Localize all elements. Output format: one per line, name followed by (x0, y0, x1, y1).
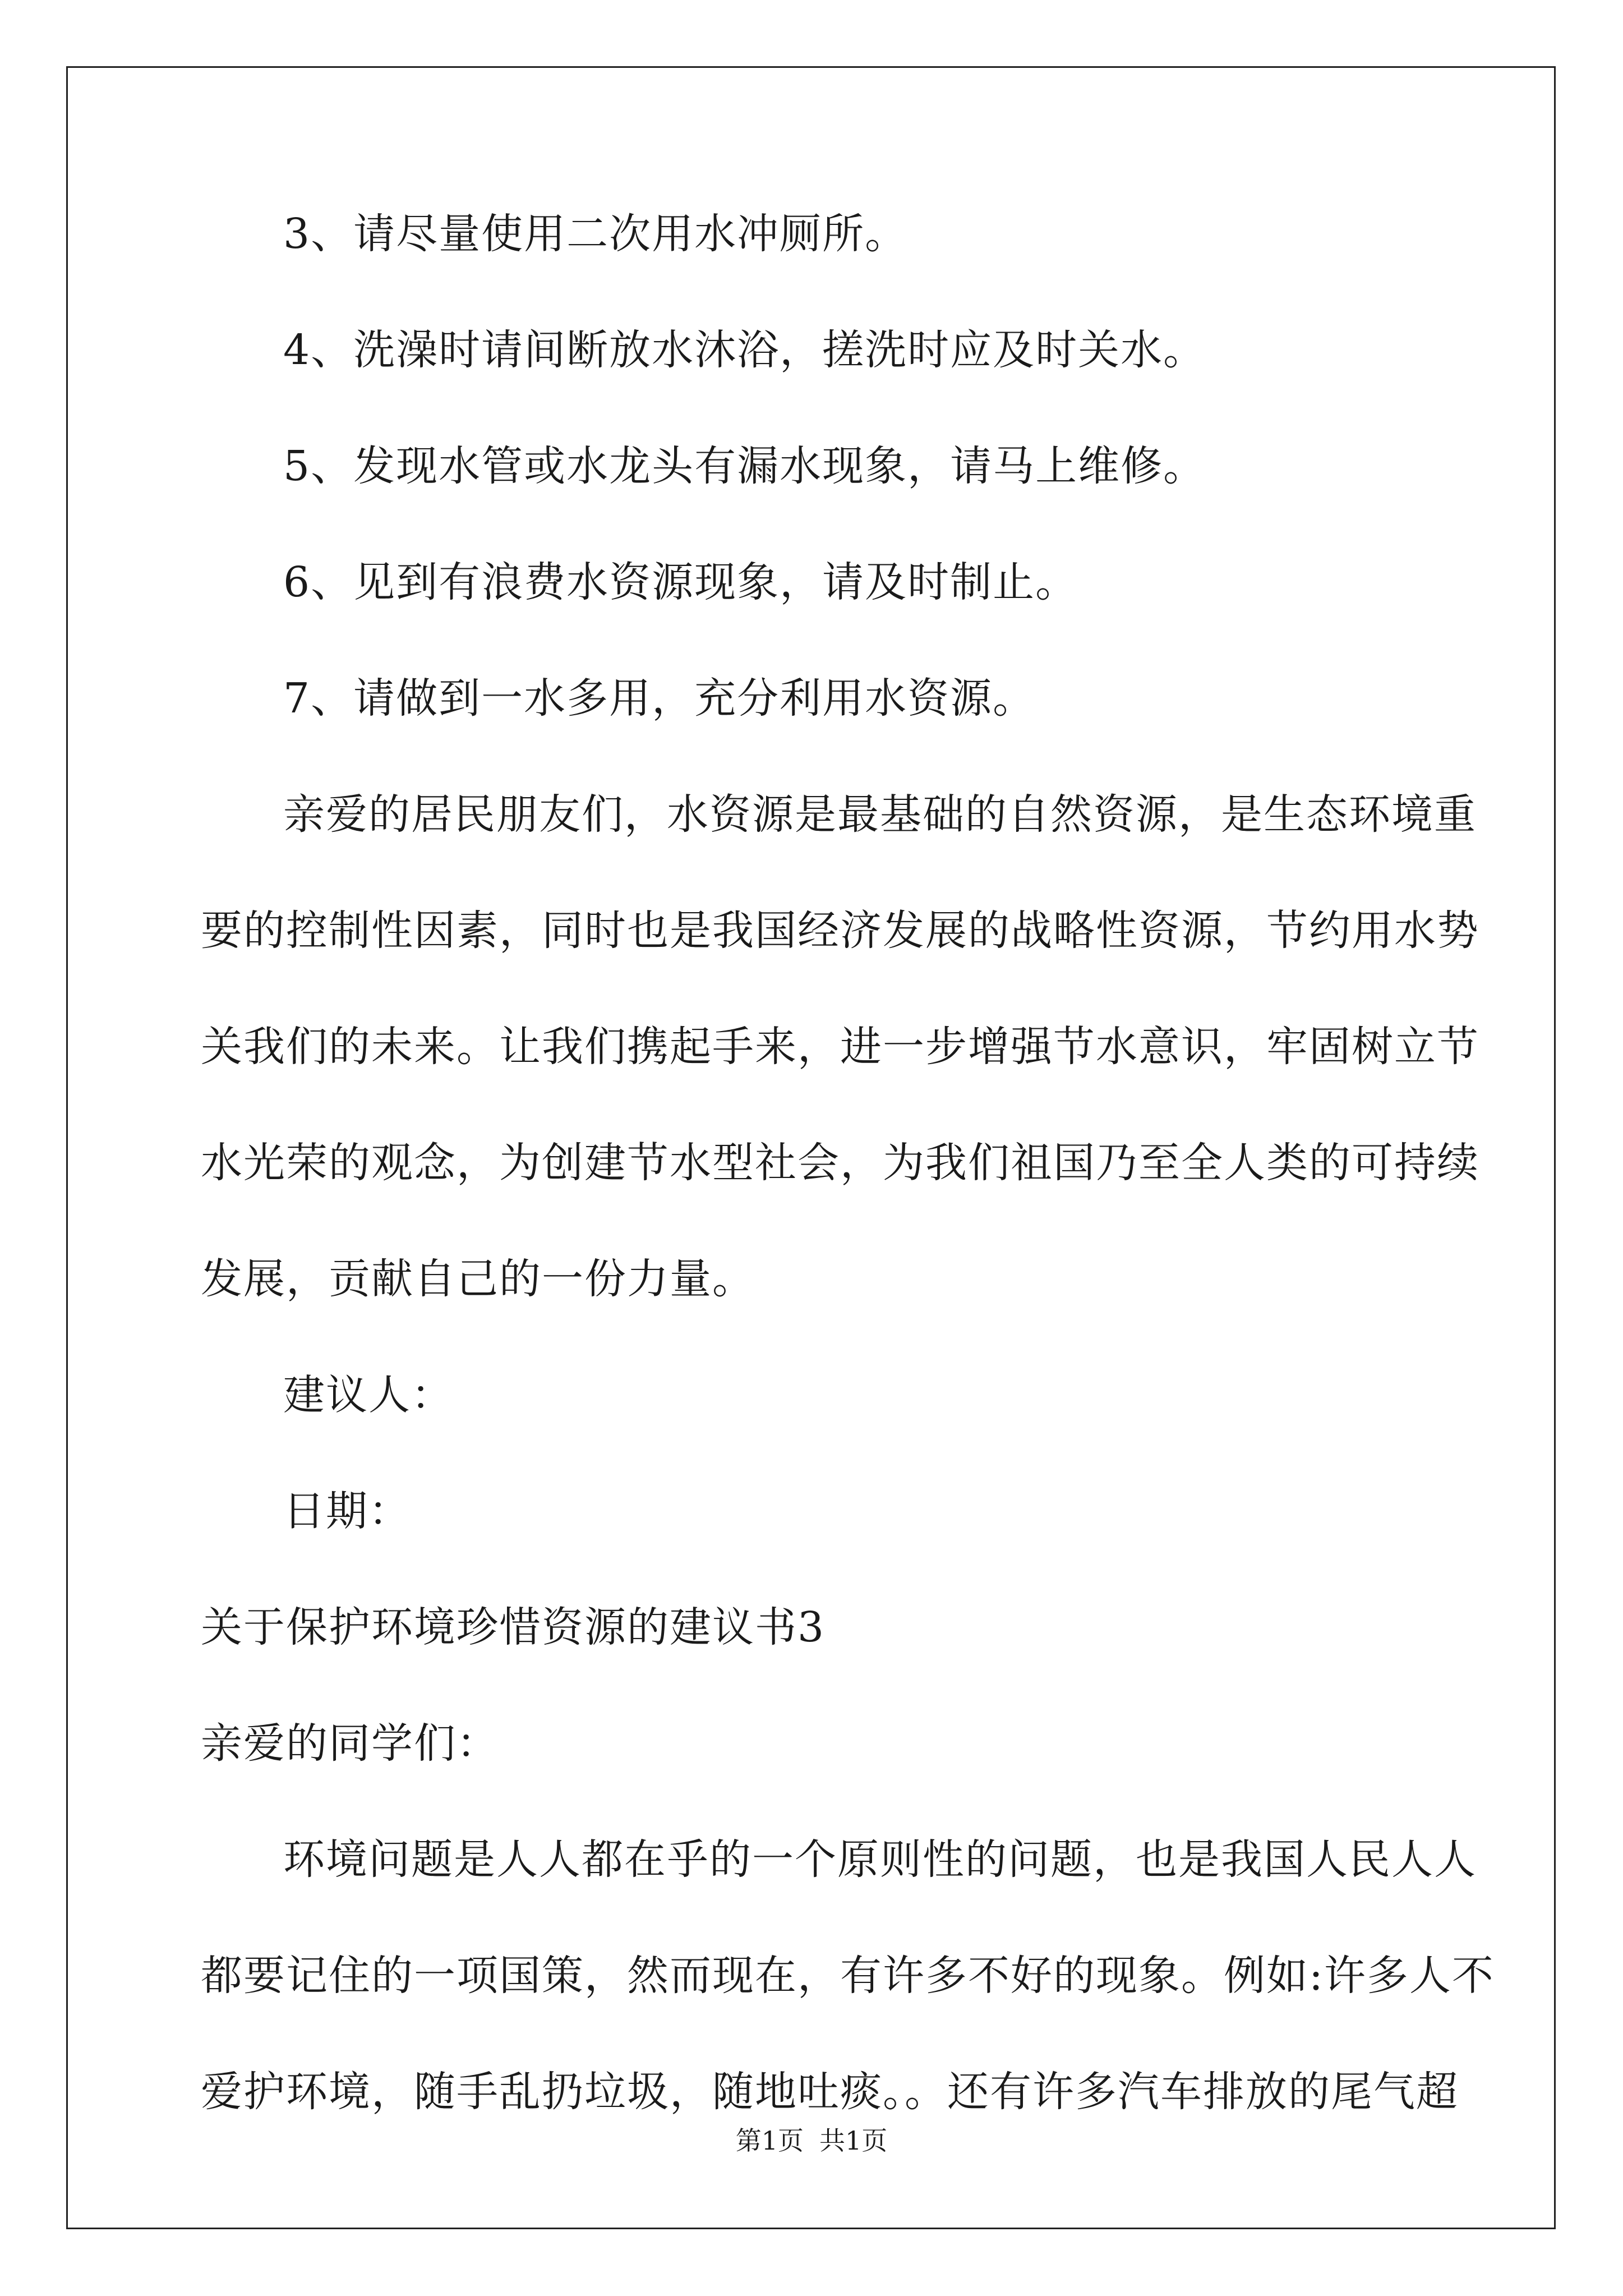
paragraph-line: 环境问题是人人都在乎的一个原则性的问题，也是我国人民人人 (283, 1835, 1477, 1884)
list-item: 7、请做到一水多用，充分利用水资源。 (283, 674, 1036, 723)
list-item: 4、洗澡时请间断放水沐浴，搓洗时应及时关水。 (283, 326, 1206, 374)
greeting: 亲爱的同学们： (201, 1719, 499, 1768)
page-number-current: 第1页 (735, 2125, 804, 2156)
paragraph-line: 亲爱的居民朋友们，水资源是最基础的自然资源，是生态环境重 (283, 790, 1477, 839)
list-item: 6、见到有浪费水资源现象，请及时制止。 (283, 558, 1078, 606)
paragraph-line: 发展，贡献自己的一份力量。 (201, 1255, 755, 1303)
page-number-total: 共1页 (819, 2125, 888, 2156)
paragraph-line: 关我们的未来。让我们携起手来，进一步增强节水意识，牢固树立节 (201, 1023, 1479, 1071)
paragraph-line: 水光荣的观念，为创建节水型社会，为我们祖国乃至全人类的可持续 (201, 1139, 1479, 1187)
paragraph-line: 爱护环境，随手乱扔垃圾，随地吐痰。。还有许多汽车排放的尾气超 (201, 2068, 1459, 2116)
paragraph-line: 都要记住的一项国策，然而现在，有许多不好的现象。例如:许多人不 (201, 1952, 1495, 2000)
paragraph-line: 要的控制性因素，同时也是我国经济发展的战略性资源，节约用水势 (201, 907, 1479, 955)
date-label: 日期： (283, 1487, 411, 1535)
list-item: 3、请尽量使用二次用水冲厕所。 (283, 210, 908, 258)
page-footer (0, 2125, 1623, 2156)
signer-label: 建议人： (283, 1371, 454, 1419)
list-item: 5、发现水管或水龙头有漏水现象，请马上维修。 (283, 442, 1206, 490)
section-title: 关于保护环境珍惜资源的建议书3 (201, 1603, 826, 1651)
